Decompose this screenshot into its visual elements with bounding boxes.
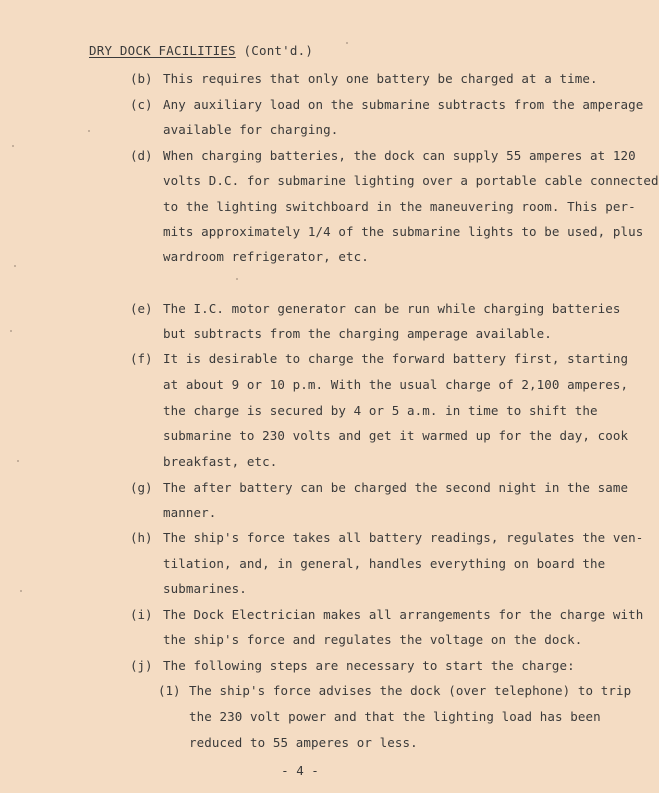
paper-speck <box>12 145 14 147</box>
item-c-line-2: available for charging. <box>163 122 339 137</box>
item-f-line-3: the charge is secured by 4 or 5 a.m. in time to shift the <box>163 403 598 418</box>
paper-speck <box>14 265 16 267</box>
paper-speck <box>236 278 238 280</box>
item-b-line-1: This requires that only one battery be charged at a time. <box>163 71 598 86</box>
paper-speck <box>88 130 90 132</box>
item-f-line-1: It is desirable to charge the forward battery first, starting <box>163 351 629 366</box>
item-h-line-3: submarines. <box>163 581 247 596</box>
item-h-line-2: tilation, and, in general, handles everything on board the <box>163 556 606 571</box>
item-label-h: (h) <box>130 530 153 545</box>
item-f-line-4: submarine to 230 volts and get it warmed up for the day, cook <box>163 428 629 443</box>
item-f-line-5: breakfast, etc. <box>163 454 278 469</box>
item-label-g: (g) <box>130 480 153 495</box>
item-f-line-2: at about 9 or 10 p.m. With the usual charge of 2,100 amperes, <box>163 377 629 392</box>
paper-speck <box>20 590 22 592</box>
item-i-line-1: The Dock Electrician makes all arrangements for the charge with <box>163 607 644 622</box>
subitem-1-line-3: reduced to 55 amperes or less. <box>189 735 418 750</box>
subitem-1-line-1: The ship's force advises the dock (over telephone) to trip <box>189 683 632 698</box>
item-i-line-2: the ship's force and regulates the voltage on the dock. <box>163 632 583 647</box>
item-e-line-2: but subtracts from the charging amperage available. <box>163 326 552 341</box>
item-h-line-1: The ship's force takes all battery readings, regulates the ven- <box>163 530 644 545</box>
item-g-line-1: The after battery can be charged the second night in the same <box>163 480 629 495</box>
subitem-label-1: (1) <box>158 683 181 698</box>
page-number: - 4 - <box>281 763 319 778</box>
item-e-line-1: The I.C. motor generator can be run while charging batteries <box>163 301 621 316</box>
section-heading <box>89 43 313 58</box>
item-label-i: (i) <box>130 607 153 622</box>
section-title-suffix: (Cont'd.) <box>235 43 314 58</box>
item-label-f: (f) <box>130 351 153 366</box>
item-d-line-3: to the lighting switchboard in the maneuvering room. This per- <box>163 199 636 214</box>
section-title: DRY DOCK FACILITIES <box>89 43 236 58</box>
item-label-b: (b) <box>130 71 153 86</box>
paper-speck <box>17 460 19 462</box>
item-label-e: (e) <box>130 301 153 316</box>
item-label-j: (j) <box>130 658 153 673</box>
paper-speck <box>346 42 348 44</box>
paper-speck <box>10 330 12 332</box>
item-label-c: (c) <box>130 97 153 112</box>
item-g-line-2: manner. <box>163 505 217 520</box>
item-label-d: (d) <box>130 148 153 163</box>
item-j-line-1: The following steps are necessary to start the charge: <box>163 658 575 673</box>
item-d-line-4: mits approximately 1/4 of the submarine lights to be used, plus <box>163 224 644 239</box>
subitem-1-line-2: the 230 volt power and that the lighting load has been <box>189 709 601 724</box>
item-d-line-5: wardroom refrigerator, etc. <box>163 249 369 264</box>
item-d-line-1: When charging batteries, the dock can supply 55 amperes at 120 <box>163 148 636 163</box>
item-d-line-2: volts D.C. for submarine lighting over a portable cable connected <box>163 173 659 188</box>
item-c-line-1: Any auxiliary load on the submarine subtracts from the amperage <box>163 97 644 112</box>
